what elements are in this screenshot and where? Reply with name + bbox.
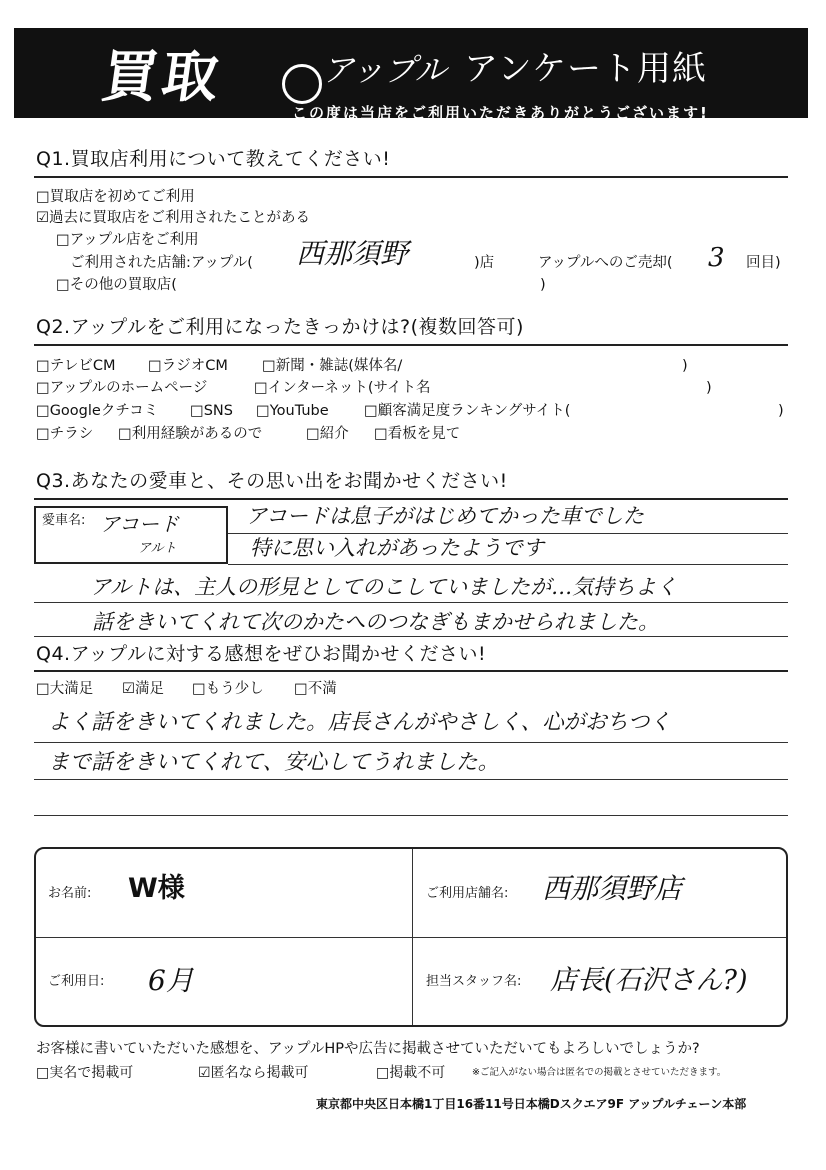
header-brand: アップル	[322, 51, 447, 89]
q2-option-ranking[interactable]: □顧客満足度ランキングサイト(	[364, 403, 571, 419]
q4-title: Q4.アップルに対する感想をぜひお聞かせください!	[36, 643, 487, 665]
q4-option-somewhat[interactable]: □もう少し	[192, 681, 264, 697]
q4-option-dissatisfied[interactable]: □不満	[294, 681, 337, 697]
q1-option-other[interactable]: □その他の買取店(	[56, 277, 177, 293]
header-subtitle: この度は当店をご利用いただきありがとうございます!	[292, 104, 709, 122]
q2-option-experience[interactable]: □利用経験があるので	[118, 426, 263, 442]
q3-title: Q3.あなたの愛車と、その思い出をお聞かせください!	[36, 470, 508, 492]
store-label: ご利用店舗名:	[426, 886, 509, 901]
q2-title: Q2.アップルをご利用になったきっかけは?(複数回答可)	[36, 316, 524, 338]
footer-option-real[interactable]: □実名で掲載可	[36, 1065, 134, 1081]
q2-option-newspaper[interactable]: □新聞・雑誌(媒体名/	[262, 358, 403, 374]
store-value[interactable]: 西那須野店	[542, 872, 683, 905]
q2-option-newspaper-close: )	[682, 358, 688, 374]
q4-line-2	[34, 779, 788, 780]
q1-store-handwritten[interactable]: 西那須野	[296, 237, 409, 270]
staff-value[interactable]: 店長(石沢さん?)	[550, 965, 748, 996]
brand-logo-icon	[282, 64, 322, 104]
staff-label: 担当スタッフ名:	[426, 974, 522, 989]
q2-option-internet[interactable]: □インターネット(サイト名	[254, 380, 431, 396]
customer-info-box	[34, 847, 788, 1027]
q3-memory-line4[interactable]: 話をきいてくれて次のかたへのつなぎもまかせられました。	[92, 610, 659, 634]
q3-memory-line3[interactable]: アルトは、主人の形見としてのこしていましたが…気持ちよく	[90, 575, 678, 599]
q3-line-3	[34, 602, 788, 603]
q3-line-4	[34, 636, 788, 637]
header-banner	[14, 28, 808, 122]
q3-memory-line1[interactable]: アコードは息子がはじめてかった車でした	[246, 504, 644, 528]
q2-option-tvcm[interactable]: □テレビCM	[36, 358, 116, 374]
footer-note: ※ご記入がない場合は匿名での掲載とさせていただきます。	[472, 1067, 727, 1078]
footer-option-anon[interactable]: ☑匿名なら掲載可	[198, 1065, 309, 1081]
header-title: アンケート用紙	[464, 49, 707, 89]
q2-option-internet-close: )	[706, 380, 712, 396]
footer-question: お客様に書いていただいた感想を、アップルHPや広告に掲載させていただいてもよろしいでしょうか?	[36, 1041, 700, 1057]
q2-option-youtube[interactable]: □YouTube	[256, 403, 329, 419]
q2-option-sns[interactable]: □SNS	[190, 403, 233, 419]
q4-rule	[34, 670, 788, 672]
q3-line-1	[228, 533, 788, 534]
q2-option-referral[interactable]: □紹介	[306, 426, 349, 442]
q1-store-suffix: )店	[474, 255, 495, 271]
q2-option-radiocm[interactable]: □ラジオCM	[148, 358, 228, 374]
car-name-box	[34, 506, 228, 564]
q2-option-signboard[interactable]: □看板を見て	[374, 426, 461, 442]
q1-count-handwritten[interactable]: 3	[708, 243, 725, 273]
name-value[interactable]: W様	[128, 873, 185, 904]
q4-line-1	[34, 742, 788, 743]
date-label: ご利用日:	[48, 974, 105, 989]
q4-comment-line1[interactable]: よく話をきいてくれました。店長さんがやさしく、心がおちつく	[48, 710, 671, 735]
header-kaitori: 買取	[97, 45, 227, 110]
footer-address: 東京都中央区日本橋1丁目16番11号日本橋Dスクエア9F アップルチェーン本部	[316, 1097, 747, 1111]
q1-rule	[34, 176, 788, 178]
q1-option-other-close: )	[540, 277, 546, 293]
q3-rule	[34, 498, 788, 500]
q1-count-label: アップルへのご売却(	[538, 255, 673, 271]
q3-line-2	[228, 564, 788, 565]
q1-count-suffix: 回目)	[746, 255, 781, 271]
car-name-1[interactable]: アコード	[100, 512, 179, 536]
q2-option-flyer[interactable]: □チラシ	[36, 426, 94, 442]
footer-option-no[interactable]: □掲載不可	[376, 1065, 446, 1081]
q2-option-ranking-close: )	[778, 403, 784, 419]
q4-option-very-satisfied[interactable]: □大満足	[36, 681, 94, 697]
q1-option-apple[interactable]: □アップル店をご利用	[56, 232, 199, 248]
q2-option-homepage[interactable]: □アップルのホームページ	[36, 380, 208, 396]
name-label: お名前:	[48, 886, 92, 901]
q2-rule	[34, 344, 788, 346]
car-name-label: 愛車名:	[42, 513, 86, 528]
q4-option-satisfied[interactable]: ☑満足	[122, 681, 164, 697]
q4-comment-line2[interactable]: まで話をきいてくれて、安心してうれました。	[48, 750, 500, 775]
q2-option-google[interactable]: □Googleクチコミ	[36, 403, 159, 419]
q4-line-3	[34, 815, 788, 816]
q1-title: Q1.買取店利用について教えてください!	[36, 148, 391, 170]
q1-option-first[interactable]: □買取店を初めてご利用	[36, 189, 195, 205]
car-name-2[interactable]: アルト	[138, 541, 177, 556]
q3-memory-line2[interactable]: 特に思い入れがあったようです	[250, 536, 544, 560]
q1-store-label: ご利用された店舗:アップル(	[70, 255, 253, 271]
q1-option-past[interactable]: ☑過去に買取店をご利用されたことがある	[36, 210, 310, 226]
info-divider-horizontal	[36, 937, 786, 938]
date-value[interactable]: 6月	[148, 964, 194, 997]
